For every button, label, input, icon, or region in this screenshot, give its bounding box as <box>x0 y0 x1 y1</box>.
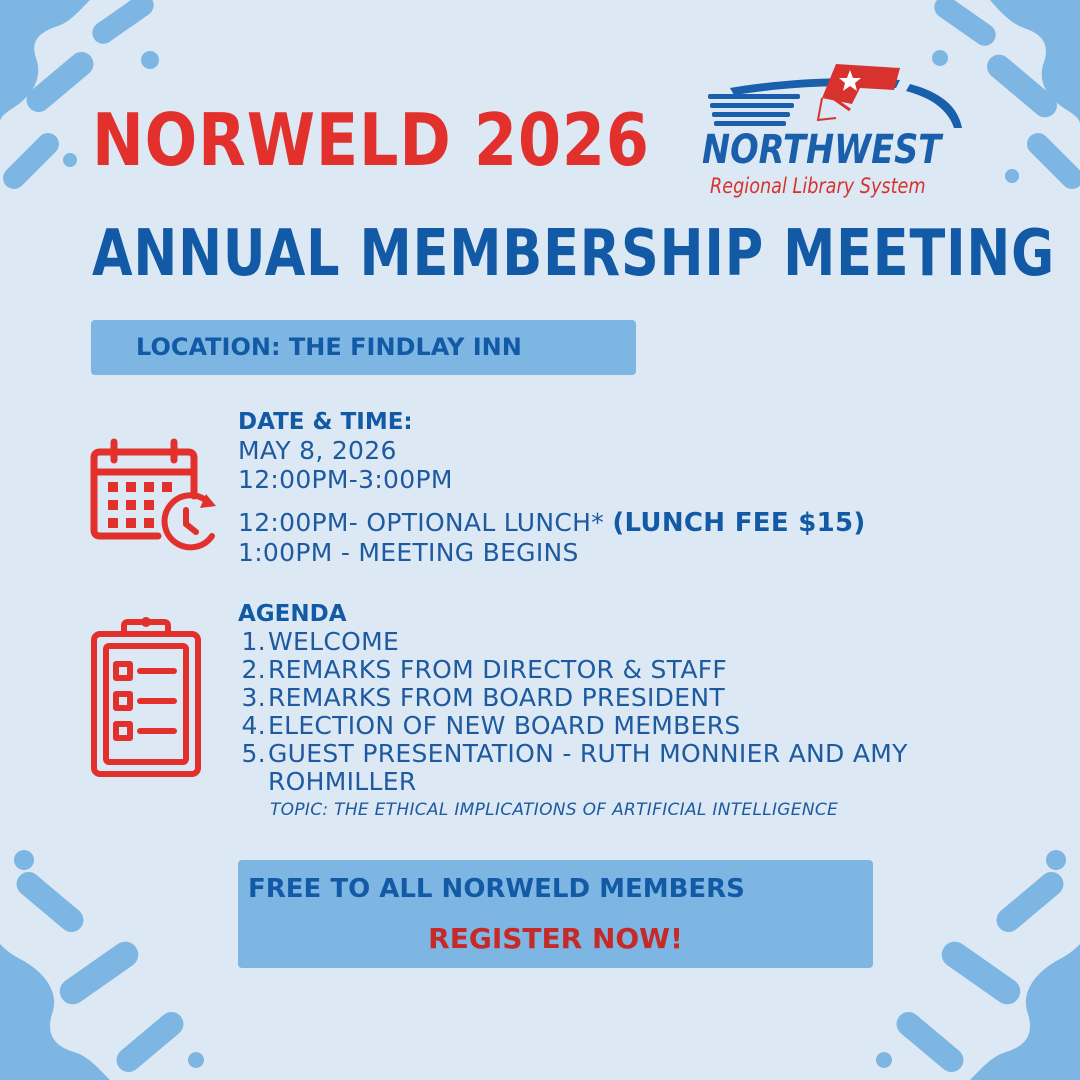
agenda-heading: AGENDA <box>238 601 347 627</box>
agenda-item: 4. ELECTION OF NEW BOARD MEMBERS <box>241 711 741 740</box>
free-to-members-text: FREE TO ALL NORWELD MEMBERS <box>248 874 745 904</box>
date-time-heading: DATE & TIME: <box>238 409 413 435</box>
lunch-time: 12:00PM- OPTIONAL LUNCH* <box>238 508 605 537</box>
meeting-start: 1:00PM - MEETING BEGINS <box>238 538 579 567</box>
registration-callout[interactable] <box>238 860 873 968</box>
agenda-item: 5. GUEST PRESENTATION - RUTH MONNIER AND AMY <box>241 739 908 768</box>
lunch-fee: (LUNCH FEE $15) <box>612 508 866 538</box>
event-time: 12:00PM-3:00PM <box>238 465 453 494</box>
agenda-item: 1. WELCOME <box>241 627 400 656</box>
calendar-clock-icon <box>88 436 228 556</box>
agenda-list <box>238 628 908 796</box>
lunch-line <box>238 508 866 538</box>
agenda-item-continued: ROHMILLER <box>268 767 417 796</box>
agenda-item: 2. REMARKS FROM DIRECTOR & STAFF <box>241 655 728 684</box>
event-date: MAY 8, 2026 <box>238 436 397 465</box>
logo-name: NORTHWEST <box>702 127 942 173</box>
agenda-section <box>238 600 908 820</box>
clipboard-checklist-icon <box>90 616 202 780</box>
location-label: LOCATION: THE FINDLAY INN <box>136 333 522 361</box>
presentation-topic: TOPIC: THE ETHICAL IMPLICATIONS OF ARTIFICIAL INTELLIGENCE <box>270 800 839 820</box>
title-line-1: NORWELD 2026 <box>92 98 650 182</box>
location-banner <box>91 320 636 375</box>
logo-subtitle: Regional Library System <box>710 174 926 198</box>
register-now-link[interactable]: REGISTER NOW! <box>428 922 683 955</box>
agenda-item: 3. REMARKS FROM BOARD PRESIDENT <box>241 683 725 712</box>
date-time-section <box>238 408 866 567</box>
star-flag-icon <box>818 64 900 120</box>
title-line-2: ANNUAL MEMBERSHIP MEETING <box>92 217 1056 291</box>
